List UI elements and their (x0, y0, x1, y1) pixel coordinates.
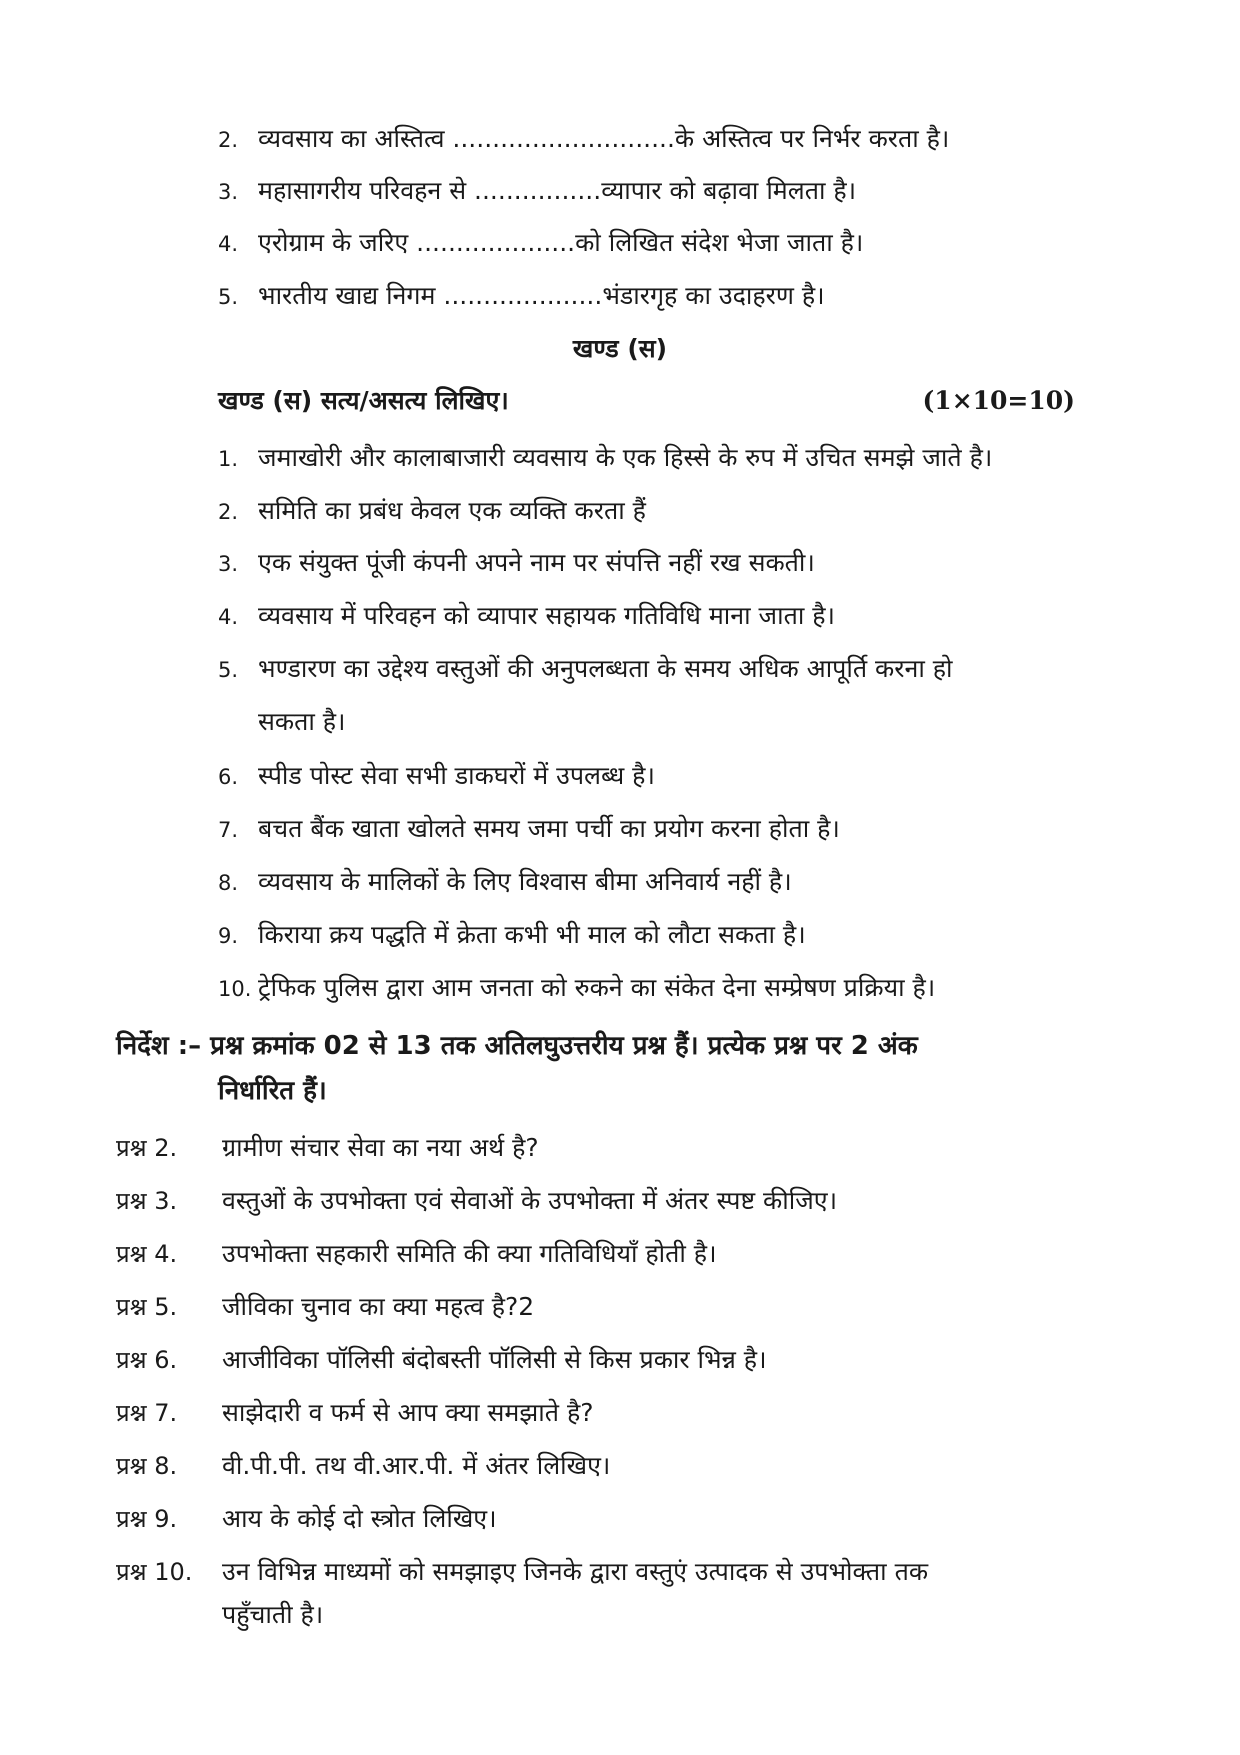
item-number: 7. (218, 818, 239, 842)
item-text: किराया क्रय पद्धति में क्रेता कभी भी माल को लौटा सकता है। (258, 920, 806, 949)
section-title: खण्ड (स) (572, 334, 668, 363)
question-item (116, 1502, 497, 1536)
fill-blank-item (218, 226, 863, 261)
item-text: स्पीड पोस्ट सेवा सभी डाकघरों में उपलब्ध है। (258, 761, 655, 790)
question-item (116, 1343, 767, 1377)
item-text-continuation: सकता है। (258, 707, 346, 736)
item-text: भण्डारण का उद्देश्य वस्तुओं की अनुपलब्धता के समय अधिक आपूर्ति करना हो (258, 654, 953, 683)
item-number: 9. (218, 924, 239, 948)
item-number: 6. (218, 765, 239, 789)
item-text: जमाखोरी और कालाबाजारी व्यवसाय के एक हिस्से के रुप में उचित समझे जाते है। (258, 443, 993, 472)
item-number: 8. (218, 871, 239, 895)
question-item (116, 1555, 928, 1589)
item-number: 3. (218, 552, 239, 576)
question-text: वी.पी.पी. तथ वी.आर.पी. में अंतर लिखिए। (222, 1451, 611, 1480)
instruction-line: निर्देश :– प्रश्न क्रमांक 02 से 13 तक अतिलघुउत्तरीय प्रश्न हैं। प्रत्येक प्रश्न पर 2 अंक (116, 1031, 918, 1061)
fill-blank-item (218, 174, 856, 209)
question-text: आय के कोई दो स्त्रोत लिखिए। (222, 1504, 497, 1533)
item-number: 2. (218, 500, 239, 524)
question-text: साझेदारी व फर्म से आप क्या समझाते है? (222, 1398, 594, 1427)
true-false-item (218, 441, 992, 476)
fill-blank-item (218, 122, 949, 157)
question-label: प्रश्न 6. (116, 1346, 178, 1374)
section-marks: (1×10=10) (922, 386, 1075, 415)
question-text: वस्तुओं के उपभोक्ता एवं सेवाओं के उपभोक्ता में अंतर स्पष्ट कीजिए। (222, 1186, 838, 1215)
question-item (116, 1396, 594, 1430)
item-number: 1. (218, 447, 239, 471)
question-label: प्रश्न 7. (116, 1399, 178, 1427)
true-false-item (218, 918, 806, 953)
true-false-item (218, 652, 953, 687)
question-text: उपभोक्ता सहकारी समिति की क्या गतिविधियाँ होती है। (222, 1239, 717, 1268)
true-false-item (218, 546, 815, 581)
item-text: एक संयुक्त पूंजी कंपनी अपने नाम पर संपत्ति नहीं रख सकती। (258, 548, 815, 577)
true-false-item (218, 494, 646, 529)
section-heading: खण्ड (स) सत्य/असत्य लिखिए। (218, 386, 509, 415)
item-text: भारतीय खाद्य निगम ....................भंडारगृह का उदाहरण है। (258, 281, 825, 310)
true-false-item (218, 971, 935, 1006)
item-number: 5. (218, 658, 239, 682)
item-text: बचत बैंक खाता खोलते समय जमा पर्ची का प्रयोग करना होता है। (258, 814, 840, 843)
question-label: प्रश्न 2. (116, 1134, 178, 1162)
item-text: व्यवसाय में परिवहन को व्यापार सहायक गतिविधि माना जाता है। (258, 601, 835, 630)
item-number: 10. (218, 977, 252, 1001)
item-number: 5. (218, 285, 239, 309)
question-text: उन विभिन्न माध्यमों को समझाइए जिनके द्वारा वस्तुएं उत्पादक से उपभोक्ता तक (222, 1557, 929, 1586)
item-number: 3. (218, 180, 239, 204)
question-text: जीविका चुनाव का क्या महत्व है?2 (222, 1292, 535, 1321)
item-text: महासागरीय परिवहन से ................व्यापार को बढ़ावा मिलता है। (258, 176, 857, 205)
question-item (116, 1237, 717, 1271)
item-text: ट्रेफिक पुलिस द्वारा आम जनता को रुकने का संकेत देना सम्प्रेषण प्रक्रिया है। (258, 973, 936, 1002)
instruction-line: निर्धारित हैं। (218, 1076, 327, 1106)
true-false-item (218, 865, 792, 900)
question-label: प्रश्न 8. (116, 1452, 178, 1480)
true-false-item (218, 812, 840, 847)
item-text: व्यवसाय के मालिकों के लिए विश्वास बीमा अनिवार्य नहीं है। (258, 867, 792, 896)
question-label: प्रश्न 9. (116, 1505, 178, 1533)
question-text: ग्रामीण संचार सेवा का नया अर्थ है? (222, 1133, 539, 1162)
question-item (116, 1290, 534, 1324)
question-label: प्रश्न 3. (116, 1187, 178, 1215)
true-false-item (218, 759, 655, 794)
question-text-continuation: पहुँचाती है। (222, 1600, 324, 1629)
question-label: प्रश्न 4. (116, 1240, 178, 1268)
question-text: आजीविका पॉलिसी बंदोबस्ती पॉलिसी से किस प्रकार भिन्न है। (222, 1345, 767, 1374)
item-number: 4. (218, 232, 239, 256)
question-item (116, 1184, 837, 1218)
question-label: प्रश्न 5. (116, 1293, 178, 1321)
question-item (116, 1131, 539, 1165)
question-label: प्रश्न 10. (116, 1558, 193, 1586)
item-number: 2. (218, 128, 239, 152)
question-item (116, 1449, 610, 1483)
item-text: व्यवसाय का अस्तित्व ............................के अस्तित्व पर निर्भर करता है। (258, 124, 950, 153)
true-false-item (218, 599, 835, 634)
item-text: एरोग्राम के जरिए ....................को लिखित संदेश भेजा जाता है। (258, 228, 864, 257)
fill-blank-item (218, 279, 825, 314)
item-number: 4. (218, 605, 239, 629)
item-text: समिति का प्रबंध केवल एक व्यक्ति करता हैं (258, 496, 646, 525)
